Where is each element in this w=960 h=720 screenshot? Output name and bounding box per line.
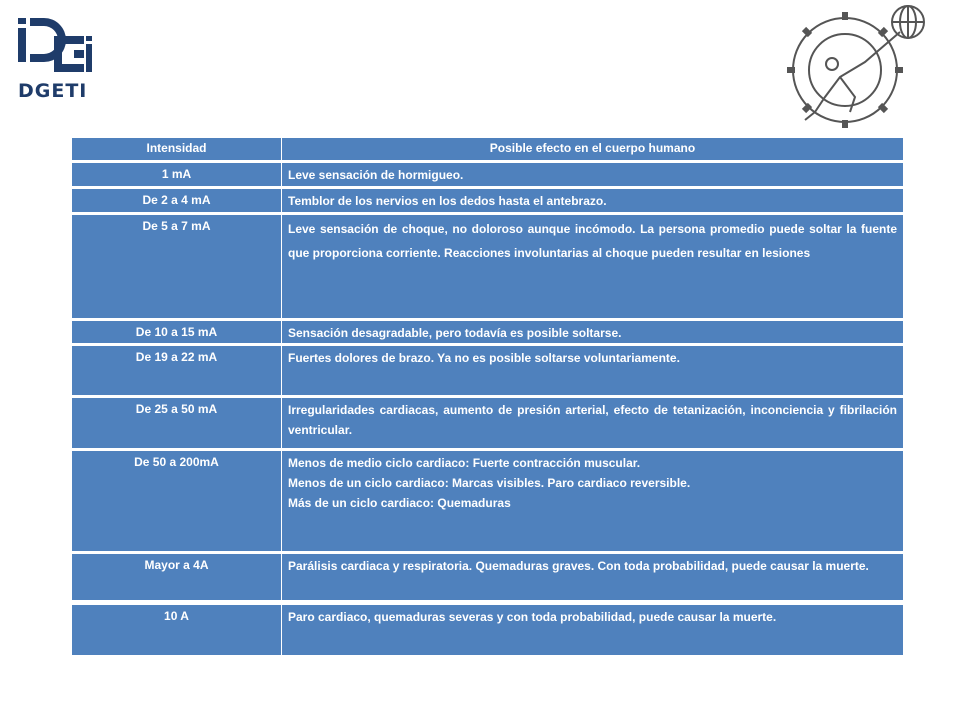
header-effect: Posible efecto en el cuerpo humano bbox=[489, 141, 696, 155]
table-row bbox=[72, 451, 903, 554]
row-effect: Parálisis cardiaca y respiratoria. Quemaduras graves. Con toda probabilidad, puede causar la muerte. bbox=[288, 559, 869, 573]
row-intensity: De 19 a 22 mA bbox=[72, 346, 282, 395]
row-effect: Leve sensación de choque, no doloroso aunque incómodo. La persona promedio puede soltar la fuente que proporciona corriente. Reacciones involuntarias al choque pueden resultar en lesiones bbox=[288, 222, 897, 260]
row-intensity: 10 A bbox=[72, 605, 282, 655]
row-effect bbox=[282, 451, 903, 551]
table-row bbox=[72, 605, 903, 655]
row-effect: Leve sensación de hormigueo. bbox=[288, 168, 464, 182]
effect-line: Menos de un ciclo cardiaco: Marcas visibles. Paro cardiaco reversible. bbox=[288, 476, 691, 490]
table-row bbox=[72, 346, 903, 398]
table-row bbox=[72, 189, 903, 215]
row-effect: Temblor de los nervios en los dedos hasta el antebrazo. bbox=[288, 194, 607, 208]
logo-text: DGETI bbox=[18, 80, 88, 102]
row-effect: Sensación desagradable, pero todavía es posible soltarse. bbox=[288, 326, 622, 340]
table-row bbox=[72, 554, 903, 605]
table-row bbox=[72, 163, 903, 189]
effect-line: Menos de medio ciclo cardiaco: Fuerte contracción muscular. bbox=[288, 456, 641, 470]
dgeti-emblem-icon bbox=[14, 14, 96, 84]
table-header-row bbox=[72, 138, 903, 163]
row-effect: Paro cardiaco, quemaduras severas y con toda probabilidad, puede causar la muerte. bbox=[288, 610, 777, 624]
row-effect: Irregularidades cardiacas, aumento de presión arterial, efecto de tetanización, inconciencia y fibrilación ventricular. bbox=[288, 403, 897, 437]
row-intensity: De 25 a 50 mA bbox=[72, 398, 282, 448]
table-row bbox=[72, 398, 903, 451]
effect-line: Más de un ciclo cardiaco: Quemaduras bbox=[288, 496, 511, 510]
table-row bbox=[72, 321, 903, 346]
current-effects-table bbox=[72, 138, 903, 655]
row-intensity: Mayor a 4A bbox=[72, 554, 282, 600]
row-intensity: 1 mA bbox=[72, 163, 282, 186]
row-intensity: De 5 a 7 mA bbox=[72, 215, 282, 318]
row-intensity: De 2 a 4 mA bbox=[72, 189, 282, 212]
row-intensity: De 50 a 200mA bbox=[72, 451, 282, 551]
row-intensity: De 10 a 15 mA bbox=[72, 321, 282, 343]
row-effect: Fuertes dolores de brazo. Ya no es posible soltarse voluntariamente. bbox=[288, 351, 680, 365]
gear-emblem-icon bbox=[770, 2, 940, 132]
header-intensity: Intensidad bbox=[72, 138, 282, 160]
table-row bbox=[72, 215, 903, 321]
